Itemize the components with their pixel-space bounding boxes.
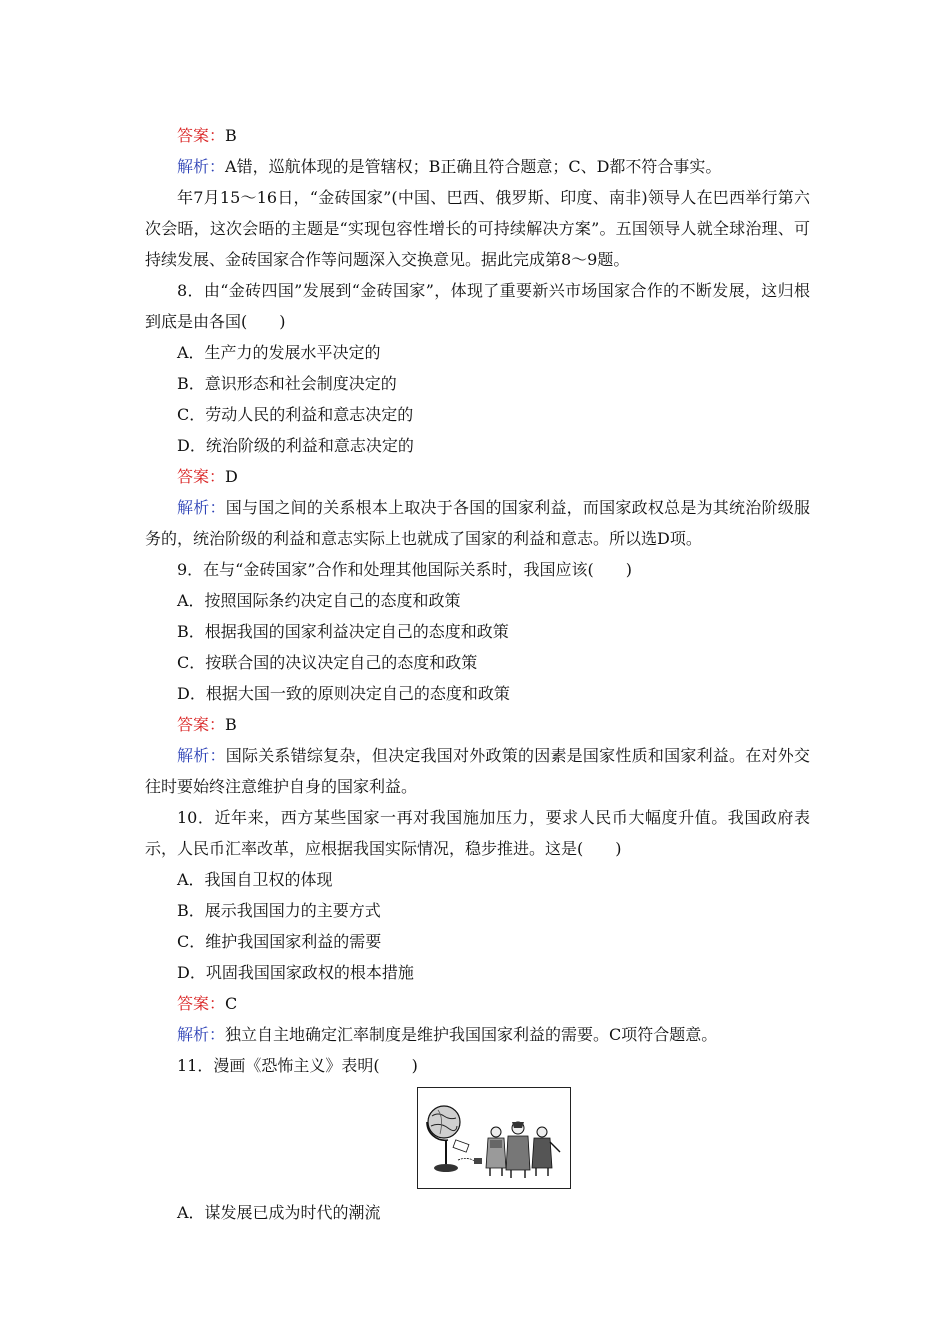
question-11-option-a: A．谋发展已成为时代的潮流 bbox=[177, 1203, 381, 1222]
answer-line bbox=[145, 120, 810, 151]
globe-icon bbox=[427, 1106, 460, 1172]
question-10-stem: 10．近年来，西方某些国家一再对我国施加压力，要求人民币大幅度升值。我国政府表示，人民币汇率改革，应根据我国实际情况，稳步推进。这是( ) bbox=[145, 808, 810, 858]
question-8-option-a: A．生产力的发展水平决定的 bbox=[177, 343, 381, 362]
answer-label: 答案： bbox=[177, 467, 226, 486]
question-8-answer bbox=[145, 461, 810, 492]
question-9-option-b: B．根据我国的国家利益决定自己的态度和政策 bbox=[177, 622, 509, 641]
answer-value: B bbox=[225, 715, 237, 734]
question-9-stem: 9．在与“金砖国家”合作和处理其他国际关系时，我国应该( ) bbox=[177, 560, 633, 579]
explanation-label: 解析： bbox=[177, 498, 226, 517]
question-8-option-d: D．统治阶级的利益和意志决定的 bbox=[177, 436, 414, 455]
explanation-text: 独立自主地确定汇率制度是维护我国国家利益的需要。C项符合题意。 bbox=[225, 1025, 718, 1044]
question-10-option-c: C．维护我国国家利益的需要 bbox=[177, 932, 382, 951]
explanation-label: 解析： bbox=[177, 157, 226, 176]
terrorist-figures-icon bbox=[486, 1122, 560, 1178]
question-10-option-b: B．展示我国国力的主要方式 bbox=[177, 901, 381, 920]
question-9-option-c: C．按联合国的决议决定自己的态度和政策 bbox=[177, 653, 478, 672]
question-10-option-d: D．巩固我国国家政权的根本措施 bbox=[177, 963, 414, 982]
explanation-line bbox=[145, 151, 810, 182]
cartoon-illustration bbox=[418, 1088, 570, 1188]
answer-label: 答案： bbox=[177, 715, 226, 734]
question-10-explanation bbox=[145, 1019, 810, 1050]
question-9-explanation bbox=[145, 740, 810, 802]
question-11-stem: 11．漫画《恐怖主义》表明( ) bbox=[177, 1056, 418, 1075]
answer-value: C bbox=[225, 994, 238, 1013]
question-10-answer bbox=[145, 988, 810, 1019]
question-8-explanation bbox=[145, 492, 810, 554]
explanation-text: A错，巡航体现的是管辖权；B正确且符合题意；C、D都不符合事实。 bbox=[225, 157, 722, 176]
question-8-option-c: C．劳动人民的利益和意志决定的 bbox=[177, 405, 414, 424]
question-9-option-d: D．根据大国一致的原则决定自己的态度和政策 bbox=[177, 684, 510, 703]
terrorism-cartoon-image bbox=[417, 1087, 571, 1189]
explanation-text: 国与国之间的关系根本上取决于各国的国家利益，而国家政权总是为其统治阶级服务的，统治阶级的利益和意志实际上也就成了国家的利益和意志。所以选D项。 bbox=[145, 498, 810, 548]
explanation-label: 解析： bbox=[177, 1025, 226, 1044]
question-8-option-b: B．意识形态和社会制度决定的 bbox=[177, 374, 397, 393]
question-8-stem: 8．由“金砖四国”发展到“金砖国家”，体现了重要新兴市场国家合作的不断发展，这归根到底是由各国( ) bbox=[145, 281, 810, 331]
intro-passage: 年7月15～16日，“金砖国家”(中国、巴西、俄罗斯、印度、南非)领导人在巴西举行第六次会晤，这次会晤的主题是“实现包容性增长的可持续解决方案”。五国领导人就全球治理、可持续发展、金砖国家合作等问题深入交换意见。据此完成第8～9题。 bbox=[145, 188, 810, 269]
answer-value: D bbox=[225, 467, 238, 486]
question-9-answer bbox=[145, 709, 810, 740]
explanation-label: 解析： bbox=[177, 746, 226, 765]
answer-value: B bbox=[225, 126, 237, 145]
explanation-text: 国际关系错综复杂，但决定我国对外政策的因素是国家性质和国家利益。在对外交往时要始终注意维护自身的国家利益。 bbox=[145, 746, 810, 796]
answer-label: 答案： bbox=[177, 126, 226, 145]
sign-icon bbox=[453, 1140, 469, 1152]
answer-label: 答案： bbox=[177, 994, 226, 1013]
document-content bbox=[145, 120, 810, 1228]
question-10-option-a: A．我国自卫权的体现 bbox=[177, 870, 333, 889]
question-9-option-a: A．按照国际条约决定自己的态度和政策 bbox=[177, 591, 461, 610]
